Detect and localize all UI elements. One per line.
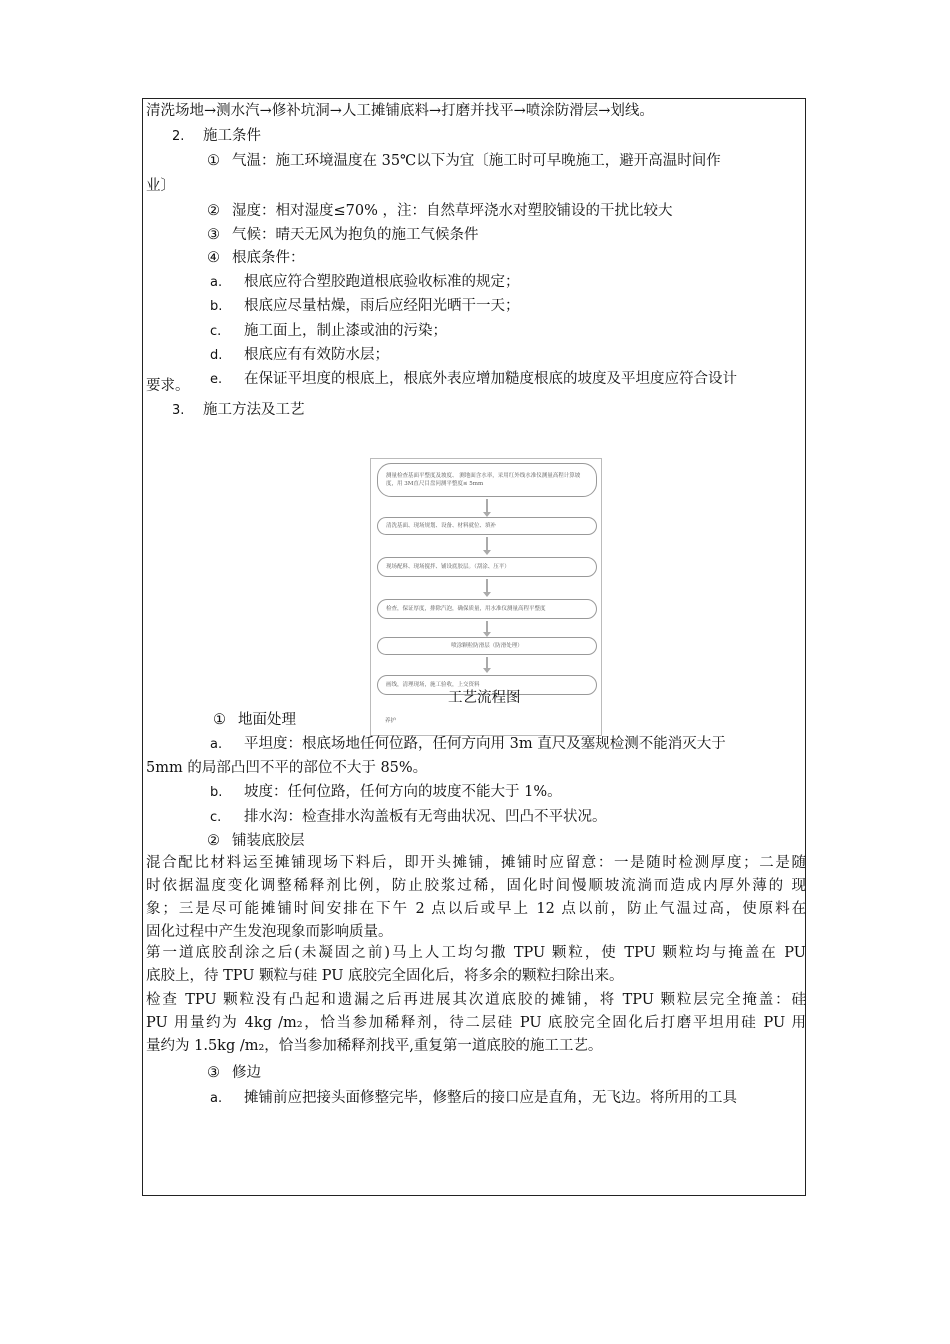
flow-step-4: 检查，保证厚度，排除汽泡，确保质量，用水准仪测量高程平整度 [377, 599, 597, 619]
flow-arrow [486, 621, 488, 633]
condition-4-text: 根底条件： [232, 250, 305, 266]
condition-2-text: 湿度：相对湿度≤70% ，注：自然草坪浇水对塑胶铺设的干扰比较大 [232, 203, 673, 219]
item-d-mark: d. [210, 348, 223, 363]
item-b-mark: b. [210, 299, 223, 314]
item-a-text: 根底应符合塑胶跑道根底验收标准的规定； [244, 274, 520, 290]
condition-2-mark: ② [207, 203, 220, 219]
ground-b-text: 坡度：任何位路，任何方向的坡度不能大于 1%。 [244, 784, 562, 800]
paragraph-line: 象；三是尽可能摊铺时间安排在下午 2 点以后或早上 12 点以前，防止气温过高，使原料在 [146, 901, 806, 917]
section-2-number: 2. [172, 129, 185, 144]
paragraph-line: 检查 TPU 颗粒没有凸起和遗漏之后再进展其次道底胶的摊铺，将 TPU 颗粒层完全掩盖：硅 [146, 992, 806, 1008]
base-title-mark: ② [207, 833, 220, 849]
item-e-text: 在保证平坦度的根底上，根底外表应增加糙度根底的坡度及平坦度应符合设计 [244, 371, 737, 387]
condition-1-continuation: 业〕 [146, 178, 175, 194]
flow-arrow [486, 499, 488, 513]
paragraph-line: PU 用量约为 4kg /m₂，恰当参加稀释剂，待二层硅 PU 底胶完全固化后打磨平坦用硅 PU 用 [146, 1015, 806, 1031]
ground-title: 地面处理 [238, 712, 296, 728]
base-paragraph-2 [146, 942, 806, 988]
trim-a-mark: a. [210, 1091, 223, 1106]
section-3-title: 施工方法及工艺 [203, 402, 305, 418]
trim-title: 修边 [232, 1065, 261, 1081]
base-paragraph-1 [146, 852, 806, 944]
condition-1-mark: ① [207, 153, 220, 169]
trim-a-text: 摊铺前应把接头面修整完毕，修整后的接口应是直角，无飞边。将所用的工具 [244, 1090, 737, 1106]
item-d-text: 根底应有有效防水层； [244, 347, 389, 363]
paragraph-line: 混合配比材料运至摊铺现场下料后，即开头摊铺，摊铺时应留意：一是随时检测厚度；二是随 [146, 855, 806, 871]
ground-a-text: 平坦度：根底场地任何位路，任何方向用 3m 直尺及塞规检测不能消灭大于 [244, 736, 726, 752]
item-b-text: 根底应尽量枯燥，雨后应经阳光晒干一天； [244, 298, 520, 314]
paragraph-line: 量约为 1.5kg /m₂，恰当参加稀释剂找平,重复第一道底胶的施工工艺。 [146, 1038, 603, 1054]
condition-3-mark: ③ [207, 227, 220, 243]
flow-arrow [486, 579, 488, 593]
condition-1-text: 气温：施工环境温度在 35℃以下为宜〔施工时可早晚施工，避开高温时间作 [232, 153, 721, 169]
item-c-text: 施工面上，制止漆或油的污染； [244, 323, 447, 339]
flow-step-2: 清洗基面、现场规划、设备、材料就位、填补 [377, 517, 597, 535]
flow-step-1: 测量检查基面平整度及坡度、 测地面含水率，采用红外线水准仪测量高程计算坡度，用 3M直尺目盘问测平整度≤ 5mm [377, 463, 597, 497]
item-c-mark: c. [210, 324, 222, 339]
ground-c-mark: c. [210, 810, 222, 825]
condition-3-text: 气候：晴天无风为抱负的施工气候条件 [232, 227, 479, 243]
flow-step-3: 现场配料、现场搅拌、铺设底胶层。（刮涂、压平） [377, 557, 597, 577]
ground-title-mark: ① [213, 712, 226, 728]
ground-a-mark: a. [210, 737, 223, 752]
paragraph-line: 第一道底胶刮涂之后(未凝固之前)马上人工均匀撒 TPU 颗粒，使 TPU 颗粒均与掩盖在 PU [146, 945, 806, 961]
item-e-continuation: 要求。 [146, 378, 190, 394]
section-3-number: 3. [172, 403, 185, 418]
flow-step-5: 喷涂颗粒防滑层（防滑处理） [377, 637, 597, 655]
ground-b-mark: b. [210, 785, 223, 800]
condition-4-mark: ④ [207, 250, 220, 266]
ground-a-continuation: 5mm 的局部凸凹不平的部位不大于 85%。 [146, 760, 428, 776]
paragraph-line: 固化过程中产生发泡现象而影响质量。 [146, 924, 393, 940]
ground-c-text: 排水沟：检查排水沟盖板有无弯曲状况、凹凸不平状况。 [244, 809, 607, 825]
flow-arrow [486, 537, 488, 551]
item-a-mark: a. [210, 275, 223, 290]
process-line: 清洗场地→测水汽→修补坑洞→人工摊铺底料→打磨并找平→喷涂防滑层→划线。 [146, 103, 654, 119]
flow-arrow [486, 657, 488, 669]
base-paragraph-3 [146, 989, 806, 1058]
paragraph-line: 底胶上，待 TPU 颗粒与硅 PU 底胶完全固化后，将多余的颗粒扫除出来。 [146, 968, 624, 984]
section-2-title: 施工条件 [203, 128, 261, 144]
flow-step-6: 画线，清理现场，施工验收，上交资料 [377, 675, 597, 695]
flow-step-7: 养护 [385, 718, 397, 724]
item-e-mark: e. [210, 372, 223, 387]
paragraph-line: 时依据温度变化调整稀释剂比例，防止胶浆过稀，固化时间慢顺坡流淌而造成内厚外薄的 现 [146, 878, 806, 894]
trim-title-mark: ③ [207, 1065, 220, 1081]
flowchart-caption: 工艺流程图 [448, 690, 521, 706]
base-title: 铺装底胶层 [232, 833, 305, 849]
